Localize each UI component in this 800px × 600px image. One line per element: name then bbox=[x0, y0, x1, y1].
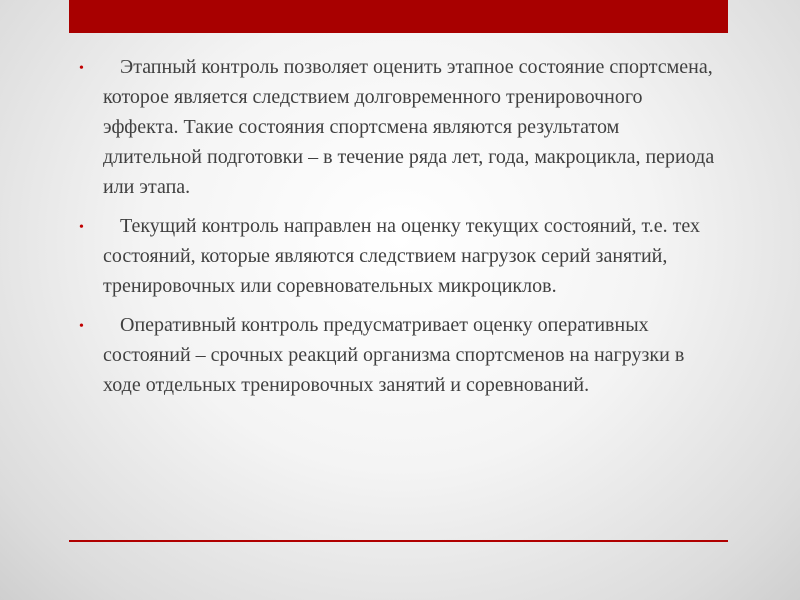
slide-content bbox=[79, 52, 719, 409]
list-item bbox=[79, 211, 719, 301]
list-item bbox=[79, 52, 719, 202]
bullet-text: Текущий контроль направлен на оценку текущих состояний, т.е. тех состояний, которые являются следствием нагрузок серий занятий, тренировочных или соревновательных микроциклов. bbox=[103, 215, 701, 297]
bullet-text: Оперативный контроль предусматривает оценку оперативных состояний – срочных реакций организма спортсменов на нагрузки в ходе отдельных тренировочных занятий и соревнований. bbox=[103, 314, 685, 396]
bullet-icon: • bbox=[79, 61, 84, 76]
bullet-icon: • bbox=[79, 319, 84, 334]
list-item bbox=[79, 310, 719, 400]
bottom-divider bbox=[69, 540, 728, 542]
bullet-text: Этапный контроль позволяет оценить этапное состояние спортсмена, которое является следствием долговременного тренировочного эффекта. Такие состояния спортсмена являются результатом длительной подготовки – в течение ряда лет, года, макроцикла, периода или этапа. bbox=[103, 56, 715, 198]
bullet-icon: • bbox=[79, 220, 84, 235]
top-accent-bar bbox=[69, 0, 728, 33]
